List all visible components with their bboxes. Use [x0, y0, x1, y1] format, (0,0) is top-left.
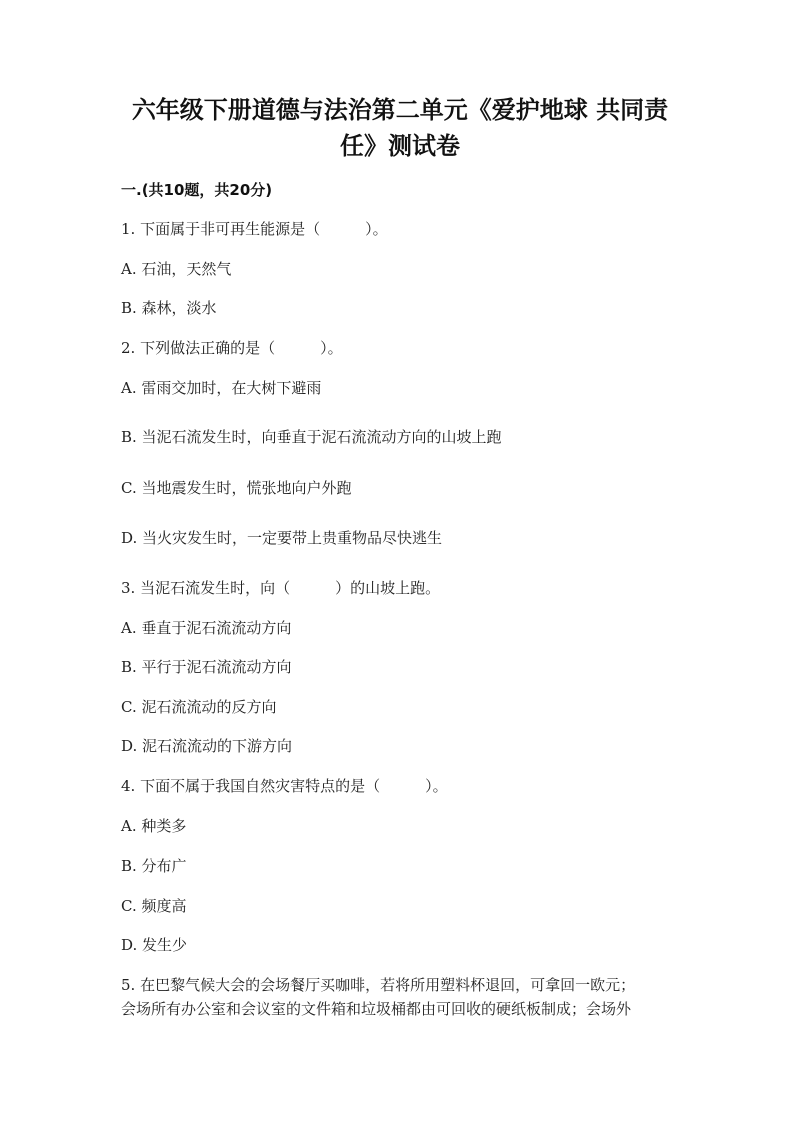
- question-2-option-d: D. 当火灾发生时，一定要带上贵重物品尽快逃生: [121, 529, 443, 547]
- question-3-option-c: C. 泥石流流动的反方向: [121, 698, 277, 716]
- page-title: [100, 92, 700, 164]
- title-line-1: 六年级下册道德与法治第二单元《爱护地球 共同责: [131, 96, 669, 124]
- question-2-option-c: C. 当地震发生时，慌张地向户外跑: [121, 479, 352, 497]
- question-5-stem: [121, 973, 681, 1021]
- question-4-stem: 4. 下面不属于我国自然灾害特点的是（ ）。: [121, 777, 448, 795]
- question-3-option-b: B. 平行于泥石流流动方向: [121, 658, 292, 676]
- question-3-option-d: D. 泥石流流动的下游方向: [121, 737, 293, 755]
- question-1-option-a: A. 石油，天然气: [121, 260, 232, 278]
- question-2-option-a: A. 雷雨交加时，在大树下避雨: [121, 379, 322, 397]
- title-line-2: 任》测试卷: [340, 132, 460, 160]
- section-heading: 一.(共10题，共20分): [121, 181, 273, 199]
- question-3-stem: 3. 当泥石流发生时，向（ ）的山坡上跑。: [121, 579, 441, 597]
- question-5-stem-line-1: 5. 在巴黎气候大会的会场餐厅买咖啡，若将所用塑料杯退回，可拿回一欧元；: [121, 976, 636, 994]
- question-4-option-b: B. 分布广: [121, 857, 187, 875]
- question-3-option-a: A. 垂直于泥石流流动方向: [121, 619, 292, 637]
- question-5-stem-line-2: 会场所有办公室和会议室的文件箱和垃圾桶都由可回收的硬纸板制成；会场外: [121, 1000, 632, 1018]
- question-4-option-d: D. 发生少: [121, 936, 188, 954]
- question-2-stem: 2. 下列做法正确的是（ ）。: [121, 339, 343, 357]
- question-1-stem: 1. 下面属于非可再生能源是（ ）。: [121, 220, 388, 238]
- question-4-option-a: A. 种类多: [121, 817, 187, 835]
- question-2-option-b: B. 当泥石流发生时，向垂直于泥石流流动方向的山坡上跑: [121, 428, 502, 446]
- question-1-option-b: B. 森林，淡水: [121, 299, 217, 317]
- question-4-option-c: C. 频度高: [121, 897, 187, 915]
